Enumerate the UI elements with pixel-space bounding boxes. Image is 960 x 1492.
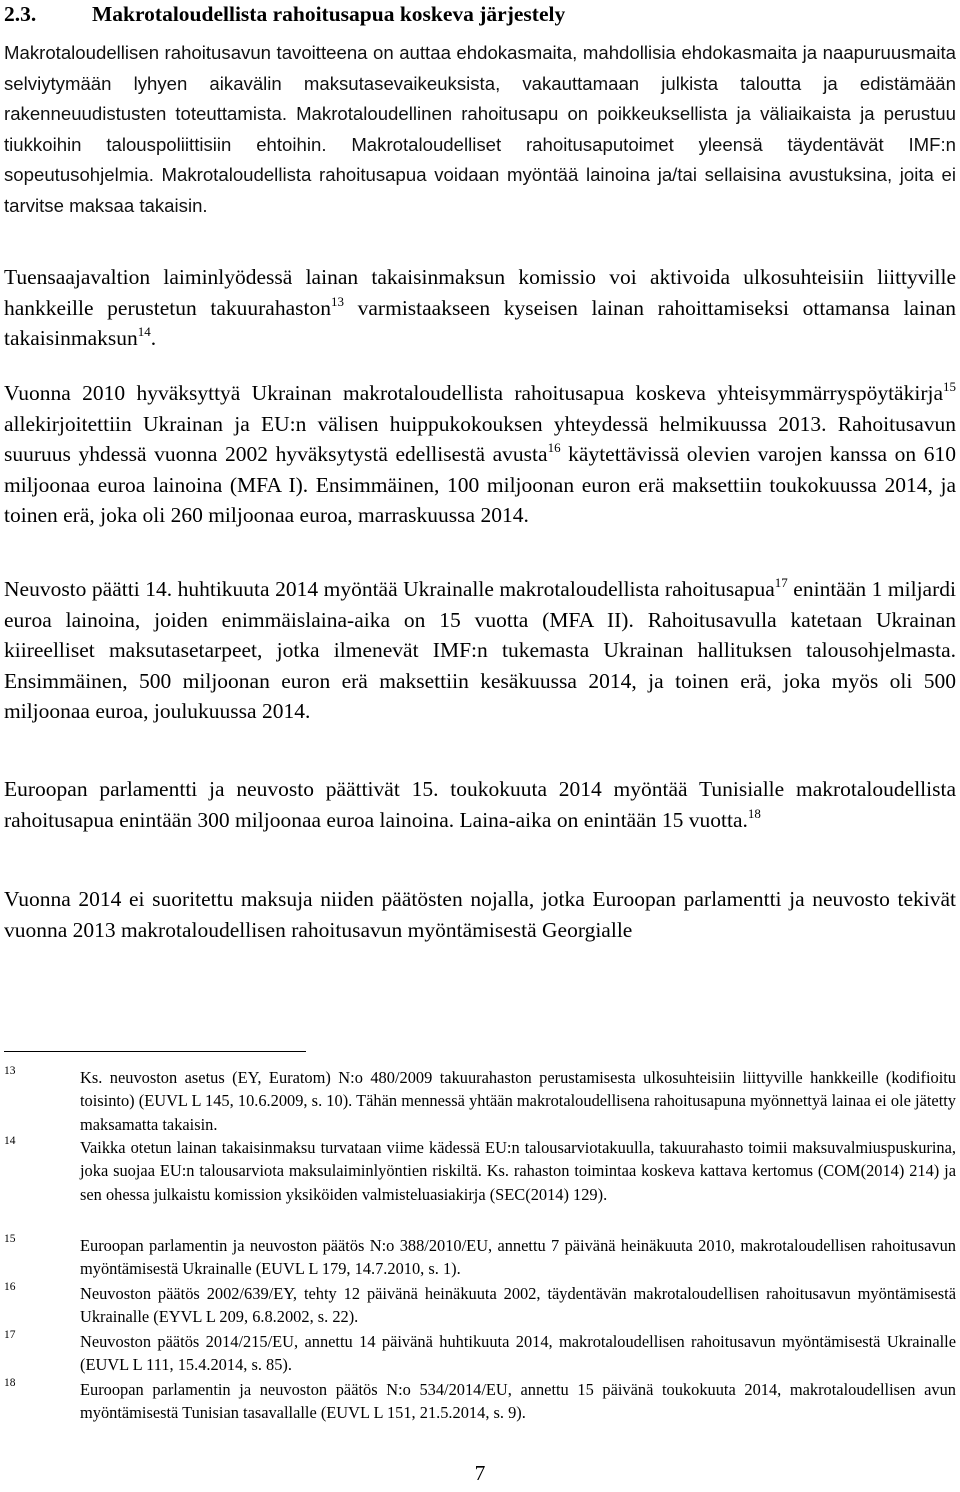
footnote-17 xyxy=(4,1330,956,1377)
section-title: Makrotaloudellista rahoitusapua koskeva järjestely xyxy=(92,2,566,26)
footnote-number: 14 xyxy=(4,1135,16,1147)
footnote-number: 18 xyxy=(4,1377,16,1389)
paragraph-text: käytettävissä olevien varojen kanssa on 610 miljoonaa euroa lainoina (MFA I). Ensimmäinen, 100 miljoonan euron erä maksettiin toukokuussa 2014, ja toinen erä, joka oli 260 miljoonaa euroa, marraskuussa 2014. xyxy=(4,442,956,528)
footnote-number: 15 xyxy=(4,1233,16,1245)
footnote-number: 13 xyxy=(4,1065,16,1077)
paragraph-text: Tuensaajavaltion laiminlyödessä lainan takaisinmaksun komissio voi aktivoida ulkosuhteisiin liittyville hankkeille perustetun takuurahaston xyxy=(4,265,956,320)
paragraph-ukraine-mfa1 xyxy=(4,378,956,531)
paragraph-text: Vuonna 2010 hyväksyttyä Ukrainan makrotaloudellista rahoitusapua koskeva yhteisymmärryspöytäkirja xyxy=(4,381,943,405)
footnote-number: 16 xyxy=(4,1281,16,1293)
footnote-16 xyxy=(4,1282,956,1329)
footnote-14 xyxy=(4,1136,956,1206)
footnote-ref-15[interactable]: 15 xyxy=(943,379,956,394)
footnote-text: Neuvoston päätös 2014/215/EU, annettu 14 päivänä huhtikuuta 2014, makrotaloudellisen rahoitusavun myöntämisestä Ukrainalle (EUVL L 111, 15.4.2014, s. 85). xyxy=(80,1332,956,1375)
footnote-ref-13[interactable]: 13 xyxy=(331,293,344,309)
footnote-15 xyxy=(4,1234,956,1281)
page-number: 7 xyxy=(474,1461,486,1485)
paragraph-guarantee-fund xyxy=(4,262,956,354)
footnote-text: Neuvoston päätös 2002/639/EY, tehty 12 päivänä heinäkuuta 2002, täydentävän makrotaloudellisen rahoitusavun myöntämisestä Ukrainalle (EYVL L 209, 6.8.2002, s. 22). xyxy=(80,1284,956,1327)
footnote-text: Euroopan parlamentin ja neuvoston päätös N:o 388/2010/EU, annettu 7 päivänä heinäkuuta 2010, makrotaloudellisen rahoitusavun myöntämisestä Ukrainalle (EUVL L 179, 14.7.2010, s. 1). xyxy=(80,1236,956,1279)
paragraph-georgia: Vuonna 2014 ei suoritettu maksuja niiden päätösten nojalla, jotka Euroopan parlamentti ja neuvosto tekivät vuonna 2013 makrotaloudellisen rahoitusavun myöntämisestä Georgialle xyxy=(4,887,956,942)
paragraph-text: allekirjoitettiin Ukrainan ja EU:n välisen huippukokouksen yhteydessä helmikuussa 2013. Rahoitusavun suuruus yhdessä vuonna 2002 hyväksytystä edellisestä avusta xyxy=(4,411,956,467)
footnote-text: Euroopan parlamentin ja neuvoston päätös N:o 534/2014/EU, annettu 15 päivänä toukokuuta 2014, makrotaloudellisen avun myöntämisestä Tunisian tasavallalle (EUVL L 151, 21.5.2014, s. 9). xyxy=(80,1380,956,1423)
footnote-18 xyxy=(4,1378,956,1425)
paragraph-text: . xyxy=(150,326,157,351)
paragraph-intro: Makrotaloudellisen rahoitusavun tavoitteena on auttaa ehdokasmaita, mahdollisia ehdokasmaita ja naapuruusmaita selviytymään lyhyen aikavälin maksutasevaikeuksista, vakauttamaan julkista taloutta ja edistämään rakenneuudistusten toteuttamista. Makrotaloudellinen rahoitusapu on poikkeuksellista ja väliaikaista ja perustuu tiukkoihin talouspoliittisiin ehtoihin. Makrotaloudelliset rahoitusaputoimet yleensä täydentävät IMF:n sopeutusohjelmia. Makrotaloudellista rahoitusapua voidaan myöntää lainoina ja/tai sellaisina avustuksina, joita ei tarvitse maksaa takaisin. xyxy=(4,42,956,216)
paragraph-text: Euroopan parlamentti ja neuvosto päättivät 15. toukokuuta 2014 myöntää Tunisialle makrotaloudellista rahoitusapua enintään 300 miljoonaa euroa lainoina. Laina-aika on enintään 15 vuotta. xyxy=(4,777,956,832)
paragraph-text: varmistaakseen kyseisen lainan rahoittamiseksi ottamansa lainan takaisinmaksun xyxy=(4,295,956,351)
section-number: 2.3. xyxy=(4,2,37,26)
paragraph-tunisia xyxy=(4,774,956,835)
paragraph-ukraine-mfa2 xyxy=(4,574,956,727)
footnote-13 xyxy=(4,1066,956,1136)
footnote-ref-16[interactable]: 16 xyxy=(547,440,561,456)
footnote-ref-14[interactable]: 14 xyxy=(137,324,151,340)
footnote-ref-17[interactable]: 17 xyxy=(774,575,788,590)
footnote-separator xyxy=(4,1051,306,1052)
footnote-text: Ks. neuvoston asetus (EY, Euratom) N:o 480/2009 takuurahaston perustamisesta ulkosuhteisiin liittyville hankkeille (kodifioitu toisinto) (EUVL L 145, 10.6.2009, s. 10). Tähän mennessä yhtään makrotaloudellisena rahoitusapuna myönnettyä lainaa ei ole jätetty maksamatta takaisin. xyxy=(80,1068,956,1134)
footnote-number: 17 xyxy=(4,1329,16,1341)
paragraph-text: Neuvosto päätti 14. huhtikuuta 2014 myöntää Ukrainalle makrotaloudellista rahoitusapua xyxy=(4,577,775,601)
paragraph-text: enintään 1 miljardi euroa lainoina, joiden enimmäislaina-aika on 15 vuotta (MFA II). Rahoitusavulla katetaan Ukrainan kiireelliset maksutasetarpeet, jotka ilmenevät IMF:n tukemasta Ukrainan hallituksen talousohjelmasta. Ensimmäinen, 500 miljoonan euron erä maksettiin kesäkuussa 2014, ja toinen erä, joka myös oli 500 miljoonaa euroa, joulukuussa 2014. xyxy=(4,577,956,724)
section-heading xyxy=(4,0,565,28)
footnote-text: Vaikka otetun lainan takaisinmaksu turvataan viime kädessä EU:n talousarviotakuulla, takuurahasto toimii maksuvalmiuspuskurina, joka suojaa EU:n talousarviota maksulaiminlyöntien riskiltä. Ks. rahaston toimintaa koskeva kattava kertomus (COM(2014) 214) ja sen ohessa julkaistu komission yksiköiden valmisteluasiakirja (SEC(2014) 129). xyxy=(80,1138,956,1204)
footnote-ref-18[interactable]: 18 xyxy=(747,805,761,821)
